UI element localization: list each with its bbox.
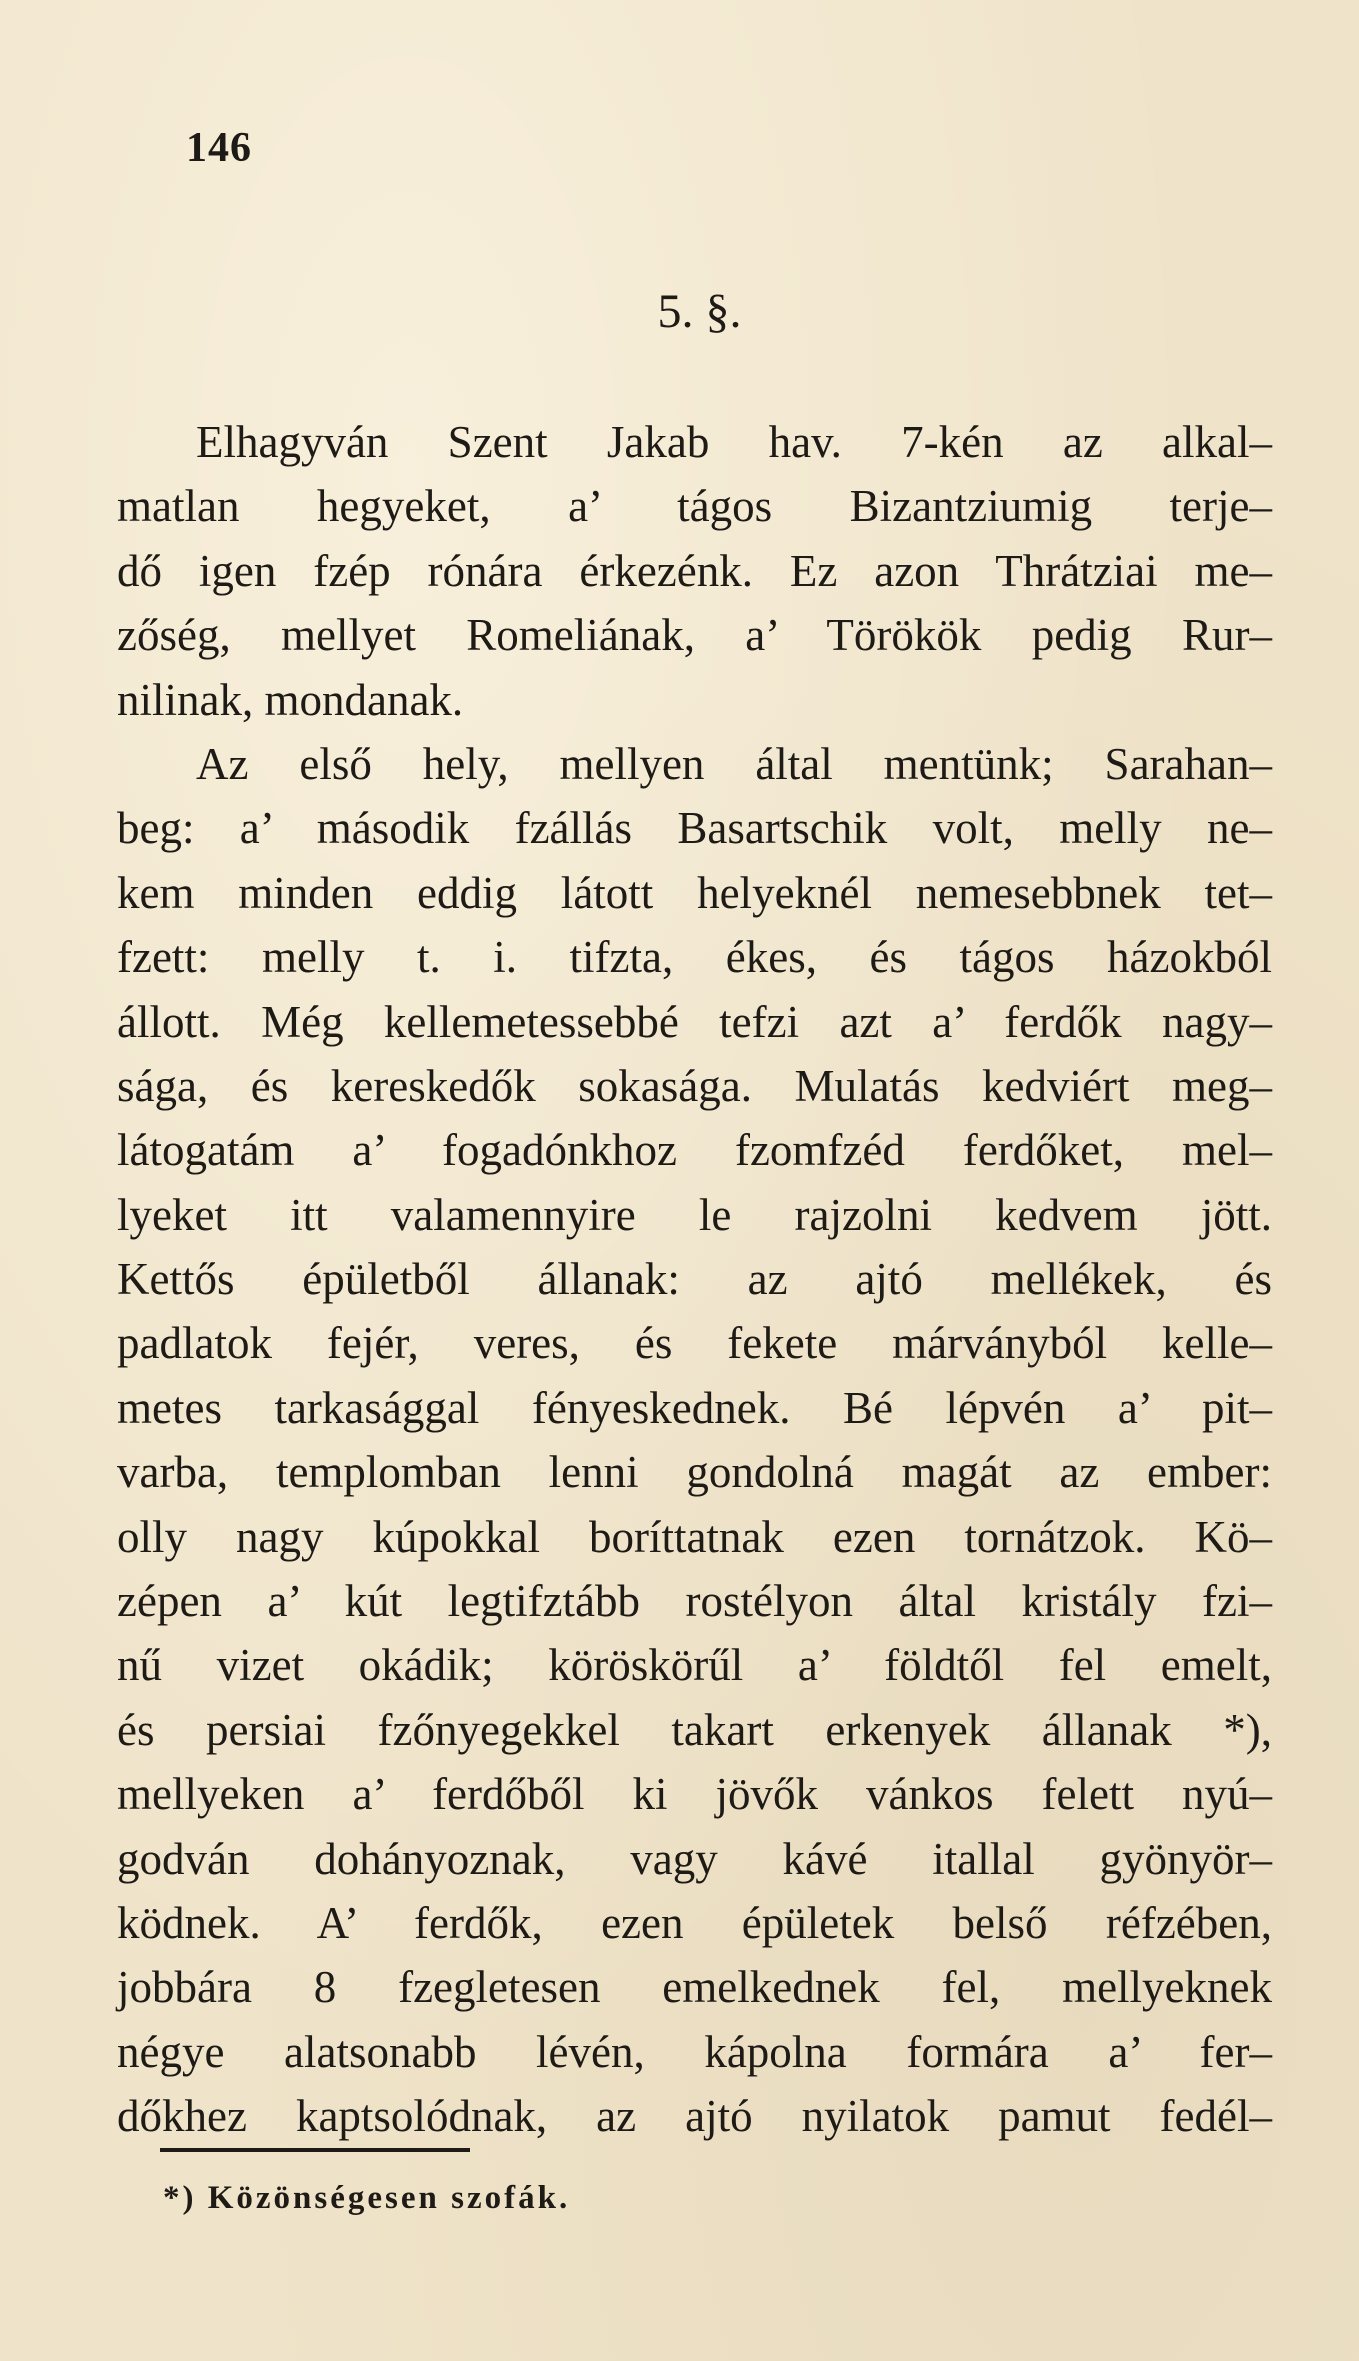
text-line: olly nagy kúpokkal boríttatnak ezen tornátzok. Kö–	[117, 1511, 1272, 1562]
footnote-divider	[160, 2148, 470, 2152]
text-line: jobbára 8 fzegletesen emelkednek fel, mellyeknek	[117, 1962, 1272, 2013]
body-text	[117, 410, 1272, 2149]
text-line: Az első hely, mellyen által mentünk; Sarahan–	[196, 738, 1272, 789]
text-line: Elhagyván Szent Jakab hav. 7-kén az alkal–	[196, 417, 1272, 467]
text-line: látogatám a’ fogadónkhoz fzomfzéd ferdőket, mel–	[117, 1125, 1272, 1176]
text-line: dőkhez kaptsolódnak, az ajtó nyilatok pamut fedél–	[117, 2091, 1272, 2142]
text-line: padlatok fejér, veres, és fekete márványból kelle–	[117, 1318, 1272, 1369]
page-number: 146	[186, 125, 252, 171]
text-line: matlan hegyeket, a’ tágos Bizantziumig terje–	[117, 481, 1272, 532]
text-line: sága, és kereskedők sokasága. Mulatás kedviért meg–	[117, 1060, 1272, 1111]
text-line: lyeket itt valamennyire le rajzolni kedvem jött.	[117, 1189, 1272, 1240]
text-line: fzett: melly t. i. tifzta, ékes, és tágos házokból	[117, 932, 1272, 983]
text-line: és persiai fzőnyegekkel takart erkenyek állanak *),	[117, 1704, 1272, 1755]
text-line: zépen a’ kút legtifztább rostélyon által kristály fzi–	[117, 1576, 1272, 1627]
text-line: négye alatsonabb lévén, kápolna formára a’ fer–	[117, 2026, 1272, 2077]
text-line: metes tarkasággal fényeskednek. Bé lépvén a’ pit–	[117, 1382, 1272, 1433]
text-line: beg: a’ második fzállás Basartschik volt, melly ne–	[117, 803, 1272, 854]
text-line: mellyeken a’ ferdőből ki jövők vánkos felett nyú–	[117, 1769, 1272, 1820]
text-line: kem minden eddig látott helyeknél nemesebbnek tet–	[117, 867, 1272, 918]
text-line: zőség, mellyet Romeliának, a’ Törökök pedig Rur–	[117, 610, 1272, 661]
text-line: varba, templomban lenni gondolná magát az ember:	[117, 1447, 1272, 1498]
footnote: *) Közönségesen szofák.	[163, 2180, 571, 2216]
text-line: Kettős épületből állanak: az ajtó mellékek, és	[117, 1254, 1272, 1305]
text-line: dő igen fzép rónára érkezénk. Ez azon Thrátziai me–	[117, 545, 1272, 596]
text-line: ködnek. A’ ferdők, ezen épületek belső réfzében,	[117, 1897, 1272, 1948]
section-heading: 5. §.	[657, 285, 742, 338]
text-line: nilinak, mondanak.	[117, 674, 464, 725]
text-line: állott. Még kellemetessebbé tefzi azt a’ ferdők nagy–	[117, 996, 1272, 1047]
text-line: godván dohányoznak, vagy kávé itallal gyönyör–	[117, 1833, 1272, 1884]
text-line: nű vizet okádik; köröskörűl a’ földtől fel emelt,	[117, 1640, 1272, 1691]
